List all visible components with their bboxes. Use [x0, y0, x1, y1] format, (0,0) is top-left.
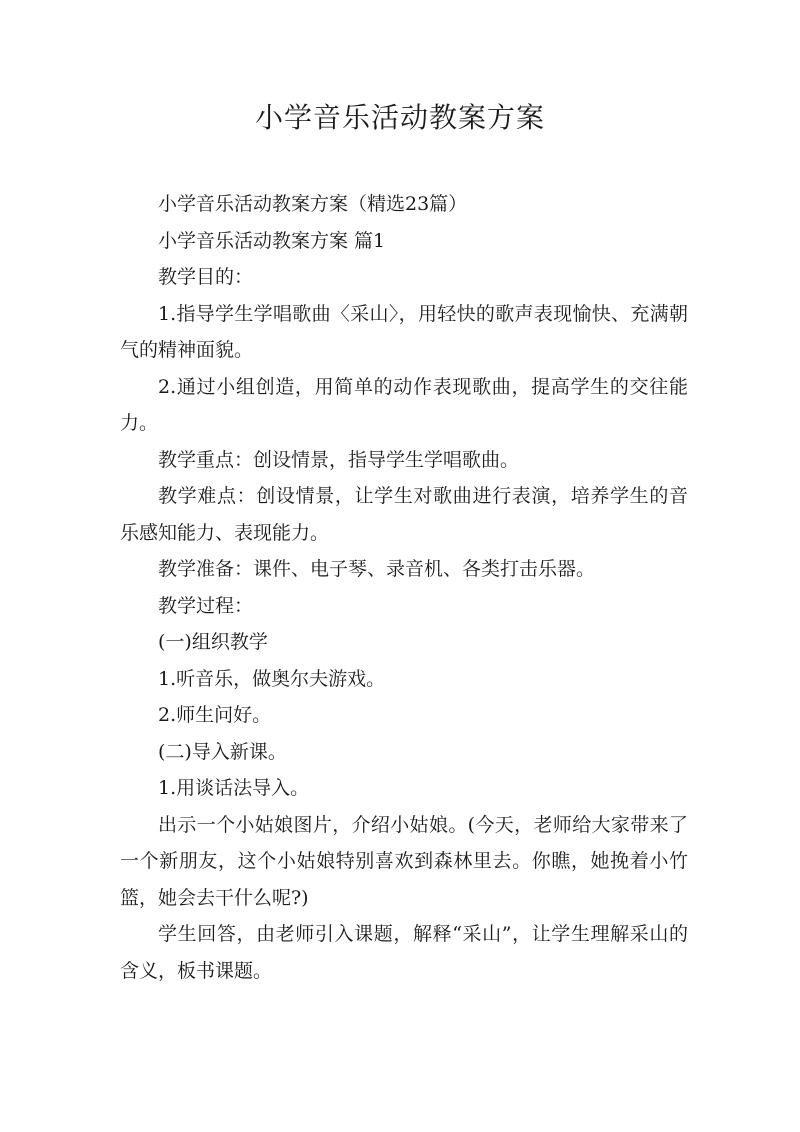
paragraph-student-answer: 学生回答，由老师引入课题，解释“采山”，让学生理解采山的含义，板书课题。 — [120, 923, 688, 982]
document-title: 小学音乐活动教案方案 — [254, 101, 545, 134]
paragraph-key-points: 教学重点：创设情景，指导学生学唱歌曲。 — [158, 448, 520, 471]
paragraph-step-2-heading: (二)导入新课。 — [158, 740, 287, 763]
paragraph-preparation: 教学准备：课件、电子琴、录音机、各类打击乐器。 — [158, 558, 596, 580]
paragraph-difficulties: 教学难点：创设情景，让学生对歌曲进行表演，培养学生的音乐感知能力、表现能力。 — [120, 485, 688, 544]
paragraph-step-1-item-2: 2.师生问好。 — [158, 704, 272, 726]
paragraph-goal-2: 2.通过小组创造，用简单的动作表现歌曲，提高学生的交往能力。 — [120, 375, 688, 434]
paragraph-process-label: 教学过程： — [158, 594, 254, 617]
paragraph-step-1-heading: (一)组织教学 — [158, 631, 268, 653]
paragraph-goal-1: 1.指导学生学唱歌曲〈采山〉，用轻快的歌声表现愉快、充满朝气的精神面貌。 — [120, 302, 688, 361]
paragraph-introduce-girl: 出示一个小姑娘图片，介绍小姑娘。(今天，老师给大家带来了一个新朋友，这个小姑娘特别喜欢到森林里去。你瞧，她挽着小竹篮，她会去干什么呢?) — [120, 813, 688, 909]
paragraph-section-heading: 小学音乐活动教案方案 篇1 — [158, 229, 386, 252]
paragraph-step-2-item-1: 1.用谈话法导入。 — [158, 777, 310, 799]
paragraph-collection-heading: 小学音乐活动教案方案（精选23篇） — [158, 193, 468, 215]
paragraph-teaching-goals-label: 教学目的： — [158, 266, 254, 288]
paragraph-step-1-item-1: 1.听音乐，做奥尔夫游戏。 — [158, 667, 386, 690]
document-body — [120, 186, 688, 989]
